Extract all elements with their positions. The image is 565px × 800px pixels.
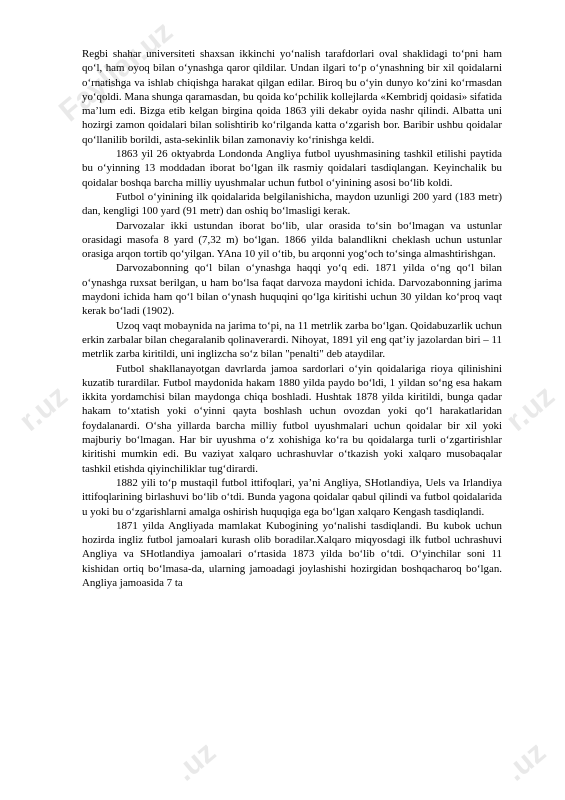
watermark-logo: r.uz xyxy=(13,379,74,438)
paragraph: 1863 yil 26 oktyabrda Londonda Angliya futbol uyushmasining tashkil etilishi paytida bu o‘yinning 13 moddadan iborat bo‘lgan ilk rasmiy qoidalari tasdiqlangan. Keyinchalik bu qoidalar boshqa barcha milliy uyushmalar uchun futbol o‘yinining asosi bo‘lib koldi. xyxy=(82,148,502,189)
watermark-logo: Fayllar.uz xyxy=(53,15,180,129)
paragraph: Regbi shahar universiteti shaxsan ikkinchi yo‘nalish tarafdorlari oval shaklidagi to‘pni ham qo‘l, ham oyoq bilan o‘ynashga qaror qildilar. Undan ilgari to‘p o‘ynashning bir xil qoidalarni o‘rnatishga va ishlab chiqishga harakat qilgan edilar. Biroq bu o‘yin dunyo ko‘zini ko‘rmasdan yo‘qoldi. Mana shunga qaramasdan, bu qoida ko‘pchilik kollejlarda «Kembridj qoidasi» sifatida ma’lum edi. Bizga etib kelgan birgina qoida 1863 yili dekabr oyida nashr qilindi. Albatta uni hozirgi zamon qoidalari bilan solishtirib ko‘rilganda katta o‘zgarish bor. Baribir ushbu qoidalar qo‘llanilib borildi, asta-sekinlik bilan zamonaviy ko‘rinishga keldi. xyxy=(82,48,502,146)
watermark-logo: .uz xyxy=(498,735,553,788)
watermark-logo: .uz xyxy=(168,735,223,788)
paragraph: 1882 yili to‘p mustaqil futbol ittifoqlari, ya’ni Angliya, SHotlandiya, Uels va Irlandiya ittifoqlarining birlashuvi bo‘lib o‘tdi. Bunda yagona qoidalar qabul qilindi va futbol qoidalarida u yoki bu o‘zgarishlarni amalga oshirish huquqiga ega bo‘lgan xalqaro Kengash tasdiqlandi. xyxy=(82,476,502,518)
paragraph: Uzoq vaqt mobaynida na jarima to‘pi, na 11 metrlik zarba bo‘lgan. Qoidabuzarlik uchun erkin zarbalar bilan chegaralanib qolinaverardi. Nihoyat, 1891 yil eng qat’iy jazolardan biri – 11 metrlik zarba kiritildi, uni inglizcha so‘z bilan "penalti" deb ataydilar. xyxy=(82,319,502,361)
paragraph: Darvozabonning qo‘l bilan o‘ynashga haqqi yo‘q edi. 1871 yilda o‘ng qo‘l bilan o‘ynashga ruxsat berilgan, u ham bo‘lsa faqat darvoza maydoni ichida. Darvozabonning jarima maydoni ichida ham qo‘l bilan o‘ynash huquqini qo‘lga kiritishi uchun 30 yildan ko‘proq vaqt kerak bo‘ladi (1902). xyxy=(82,262,502,318)
paragraph: Futbol o‘yinining ilk qoidalarida belgilanishicha, maydon uzunligi 200 yard (183 metr) dan, kengligi 100 yard (91 metr) dan oshiq bo‘lmasligi kerak. xyxy=(82,190,502,218)
paragraph: 1871 yilda Angliyada mamlakat Kubogining yo‘nalishi tasdiqlandi. Bu kubok uchun hozirda ingliz futbol jamoalari kurash olib boradilar.Xalqaro miqyosdagi ilk futbol uchrashuvi Angliya va SHotlandiya jamoalari o‘rtasida 1873 yilda bo‘lib o‘tdi. O‘yinchilar soni 11 kishidan ortiq bo‘lmasa-da, ularning jamoadagi joylashishi hozirgidan boshqacharoq bo‘lgan. Angliya jamoasida 7 ta xyxy=(82,519,502,589)
paragraph: Futbol shakllanayotgan davrlarda jamoa sardorlari o‘yin qoidalariga rioya qilinishini kuzatib turardilar. Futbol maydonida hakam 1880 yilda paydo bo‘ldi, 1 yildan so‘ng esa hakam ikkita yordamchisi bilan maydonga chiqa boshladi. Hushtak 1878 yilda kiritildi, bunga qadar hakam to‘xtatish yoki o‘yinni qayta boshlash uchun ovozdan yoki qo‘l harakatlaridan foydalanardi. O‘sha yillarda barcha milliy futbol uyushmalari uchun qoidalar bir xil yoki majburiy bo‘lmagan. Har bir uyushma o‘z xohishiga ko‘ra bu qoidalarga turli o‘zgartirishlar kiritishi mumkin edi. Bu vaziyat xalqaro uchrashuvlar o‘tkazish yoki xalqaro musobaqalar tashkil etishda qiyinchiliklar tug‘dirardi. xyxy=(82,362,502,475)
watermark-logo: r.uz xyxy=(500,379,561,438)
document-body xyxy=(82,47,502,590)
paragraph: Darvozalar ikki ustundan iborat bo‘lib, ular orasida to‘sin bo‘lmagan va ustunlar orasidagi masofa 8 yard (7,32 m) bo‘lgan. 1866 yilda balandlikni cheklash uchun ustunlar orasiga arqon tortib qo‘yilgan. YAna 10 yil o‘tib, bu arqonni yog‘och to‘singa almashtirishgan. xyxy=(82,219,502,261)
